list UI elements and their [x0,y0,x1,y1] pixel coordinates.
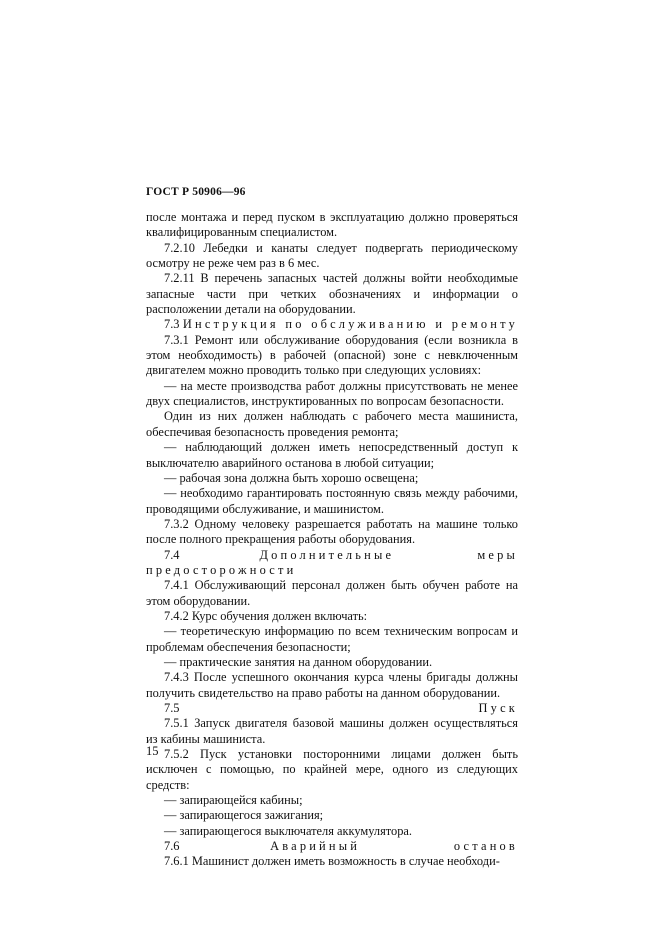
paragraph: 7.2.11 В перечень запасных частей должны войти необходимые запасные части при четких обозначениях и информации о расположении детали на оборудовании. [146,271,518,317]
paragraph: 7.6.1 Машинист должен иметь возможность в случае необходи- [164,854,500,869]
section-title: Дополнительные меры предосторожности [146,547,518,577]
document-body [146,210,518,870]
section-title: Аварийный останов [270,839,518,854]
paragraph: — теоретическую информацию по всем техническим вопросам и проблемам обеспечения безопасности; [146,624,518,654]
paragraph: 7.3.1 Ремонт или обслуживание оборудования (если возникла в этом необходимость) в рабочей (опасной) зоне с невключенным двигателем можно проводить только при следующих условиях: [146,332,518,378]
paragraph: — запирающегося зажигания; [164,808,324,823]
document-header: ГОСТ Р 50906—96 [146,186,246,198]
paragraph: — запирающегося выключателя аккумулятора. [164,823,413,838]
paragraph: — на месте производства работ должны присутствовать не менее двух специалистов, инструктированных по вопросам безопасности. [146,378,518,409]
paragraph: — необходимо гарантировать постоянную связь между рабочими, проводящими обслуживание, и машинистом. [146,486,518,516]
paragraph: — запирающейся кабины; [164,793,303,808]
paragraph: после монтажа и перед пуском в эксплуатацию должно проверяться квалифицированным специалистом. [146,210,518,240]
section-heading [146,548,518,579]
paragraph: — рабочая зона должна быть хорошо освещена; [164,470,419,485]
section-title: Инструкция по обслуживанию и ремонту [182,317,518,332]
section-heading [146,839,518,854]
paragraph: 7.4.2 Курс обучения должен включать: [164,608,368,623]
paragraph: — наблюдающий должен иметь непосредственный доступ к выключателю аварийного останова в любой ситуации; [146,440,518,470]
paragraph: 7.4.3 После успешного окончания курса члены бригады должны получить свидетельство на право работы на данном оборудовании. [146,670,518,700]
section-heading [146,701,518,716]
section-number: 7.3 [164,317,183,332]
section-title: Пуск [478,701,518,715]
paragraph: 7.5.1 Запуск двигателя базовой машины должен осуществляться из кабины машиниста. [146,716,518,746]
section-number: 7.4 [164,547,260,562]
paragraph: 7.4.1 Обслуживающий персонал должен быть обучен работе на этом оборудовании. [146,578,518,608]
paragraph: 7.5.2 Пуск установки посторонними лицами должен быть исключен с помощью, по крайней мере, одного из следующих средств: [146,747,518,792]
paragraph: 7.3.2 Одному человеку разрешается работать на машине только после полного прекращения работы оборудования. [146,516,518,547]
paragraph: — практические занятия на данном оборудовании. [164,654,433,669]
section-heading [146,317,518,332]
section-number: 7.5 [164,701,479,715]
page-number: 15 [146,744,159,758]
paragraph: Один из них должен наблюдать с рабочего места машиниста, обеспечивая безопасность проведения ремонта; [146,409,518,439]
section-number: 7.6 [164,839,271,854]
paragraph: 7.2.10 Лебедки и канаты следует подвергать периодическому осмотру не реже чем раз в 6 мес. [146,240,518,271]
